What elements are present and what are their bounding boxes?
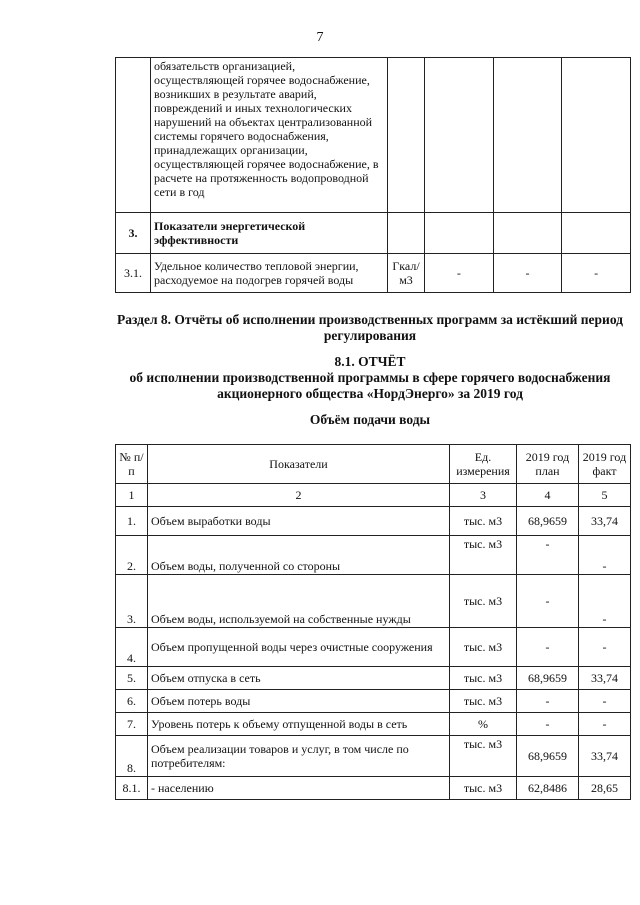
table-row	[116, 58, 631, 213]
table-row: 8.1. - населению тыс. м3 62,8486 28,65	[116, 777, 631, 800]
table-row: 8. Объем реализации товаров и услуг, в том числе по потребителям: тыс. м3 68,9659 33,74	[116, 736, 631, 777]
table-row: 7. Уровень потерь к объему отпущенной воды в сеть % - -	[116, 713, 631, 736]
header-row: № п/п Показатели Ед. измерения 2019 год план 2019 год факт	[116, 445, 631, 484]
table-row: 4. Объем пропущенной воды через очистные сооружения тыс. м3 - -	[116, 628, 631, 667]
table-row: 5. Объем отпуска в сеть тыс. м3 68,9659 33,74	[116, 667, 631, 690]
table-row: 1. Объем выработки воды тыс. м3 68,9659 33,74	[116, 507, 631, 536]
table-row: 6. Объем потерь воды тыс. м3 - -	[116, 690, 631, 713]
table-row: 3. Показатели энергетической эффективности	[116, 213, 631, 254]
section-title: Раздел 8. Отчёты об исполнении производственных программ за истёкший период регулирования	[116, 312, 624, 343]
report-title: об исполнении производственной программы в сфере горячего водоснабжения акционерного общества «НордЭнерго» за 2019 год	[129, 370, 611, 401]
section-energy-efficiency: Показатели энергетической эффективности	[151, 213, 388, 254]
table-title: Объём подачи воды	[309, 412, 431, 427]
continued-text-cell: обязательств организацией, осуществляющей горячее водоснабжение, возникших в результате аварий, повреждений и иных технологических нарушений на объектах централизованной системы горячего водоснабжения, принадлежащих организации, осуществляющей горячее водоснабжение, в расчете на протяженность водопроводной сети в год	[151, 58, 388, 213]
page-number: 7	[316, 30, 324, 45]
report-number: 8.1. ОТЧЁТ	[334, 354, 406, 369]
table-row: 3.1. Удельное количество тепловой энергии, расходуемое на подогрев горячей воды Гкал/ м3 - - -	[116, 254, 631, 293]
table-row: 2. Объем воды, полученной со стороны тыс. м3 - -	[116, 536, 631, 575]
indicators-table-continued	[115, 57, 631, 293]
water-supply-table	[115, 444, 631, 800]
column-number-row: 1 2 3 4 5	[116, 484, 631, 507]
table-row: 3. Объем воды, используемой на собственные нужды тыс. м3 - -	[116, 575, 631, 628]
